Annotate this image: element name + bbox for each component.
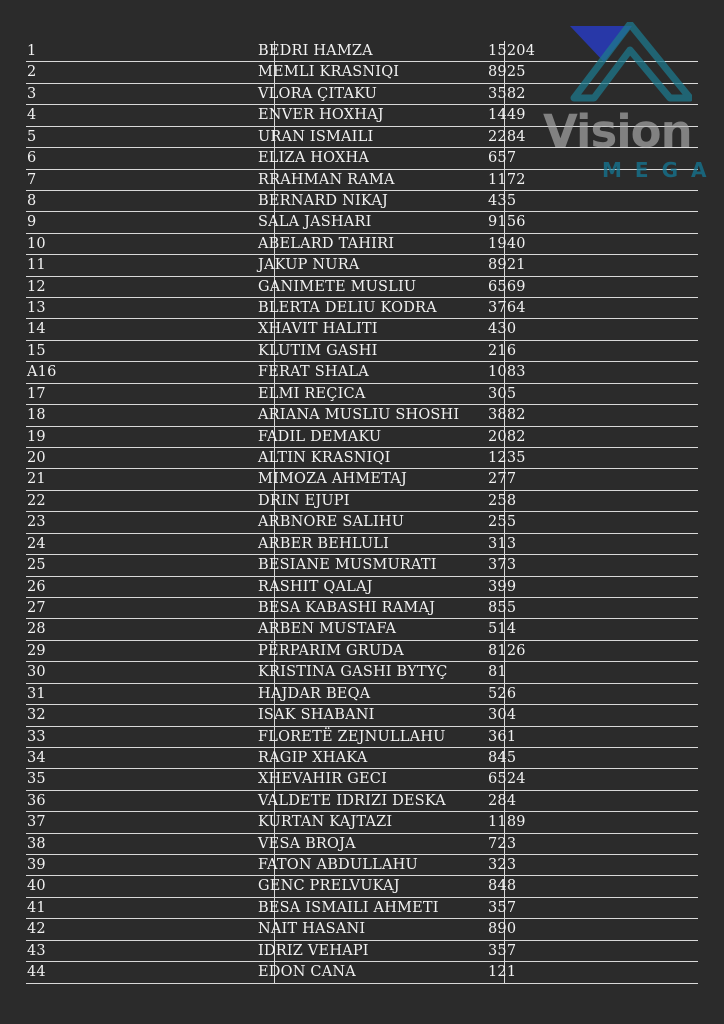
candidate-name: MIMOZA AHMETAJ: [258, 471, 407, 488]
vote-count: 399: [488, 578, 517, 595]
vote-count: 2284: [488, 128, 526, 145]
vote-count: 1235: [488, 450, 526, 467]
table-row: [26, 448, 698, 469]
vote-count: 8925: [488, 64, 526, 81]
row-number: 39: [27, 857, 46, 874]
candidate-name: HAJDAR BEQA: [258, 685, 371, 702]
candidate-name: SALA JASHARI: [258, 214, 372, 231]
row-number: 21: [27, 471, 46, 488]
candidate-name: ELMI REÇICA: [258, 385, 366, 402]
row-number: 13: [27, 300, 46, 317]
table-row: [26, 362, 698, 383]
row-number: 2: [27, 64, 37, 81]
table-row: [26, 855, 698, 876]
table-row: [26, 812, 698, 833]
table-row: [26, 876, 698, 897]
table-row: [26, 191, 698, 212]
table-row: [26, 641, 698, 662]
row-number: 17: [27, 385, 46, 402]
vote-count: 8126: [488, 642, 526, 659]
vote-count: 3582: [488, 85, 526, 102]
row-number: 34: [27, 749, 46, 766]
table-row: [26, 962, 698, 983]
candidate-name: FLORETË ZEJNULLAHU: [258, 728, 446, 745]
row-number: 29: [27, 642, 46, 659]
vote-count: 305: [488, 385, 517, 402]
candidate-name: ARBNORE SALIHU: [258, 514, 405, 531]
vote-count: 357: [488, 942, 517, 959]
vote-count: 435: [488, 192, 517, 209]
candidate-name: FERAT SHALA: [258, 364, 369, 381]
candidate-name: BERNARD NIKAJ: [258, 192, 389, 209]
candidate-name: RRAHMAN RAMA: [258, 171, 395, 188]
candidate-name: KRISTINA GASHI BYTYÇ: [258, 664, 448, 681]
vote-count: 848: [488, 878, 517, 895]
row-number: 3: [27, 85, 37, 102]
row-number: 22: [27, 492, 46, 509]
candidate-name: ABELARD TAHIRI: [258, 235, 395, 252]
row-number: 24: [27, 535, 46, 552]
row-number: 18: [27, 407, 46, 424]
table-row: [26, 727, 698, 748]
results-table: [26, 41, 698, 984]
row-number: 31: [27, 685, 46, 702]
row-number: 30: [27, 664, 46, 681]
table-row: [26, 619, 698, 640]
vote-count: 284: [488, 792, 517, 809]
row-number: 5: [27, 128, 37, 145]
row-number: 14: [27, 321, 46, 338]
row-number: 4: [27, 107, 37, 124]
candidate-name: GENC PRELVUKAJ: [258, 878, 400, 895]
row-number: 43: [27, 942, 46, 959]
logo-wordmark: Vision: [543, 105, 692, 158]
table-row: [26, 534, 698, 555]
table-row: [26, 684, 698, 705]
table-row: [26, 384, 698, 405]
row-number: 19: [27, 428, 46, 445]
candidate-name: JAKUP NURA: [258, 257, 360, 274]
vote-count: 657: [488, 150, 517, 167]
vote-count: 1189: [488, 814, 526, 831]
candidate-name: RAGIP XHAKA: [258, 749, 368, 766]
vote-count: 304: [488, 707, 517, 724]
vote-count: 1940: [488, 235, 526, 252]
vote-count: 361: [488, 728, 517, 745]
row-number: 6: [27, 150, 37, 167]
row-number: 10: [27, 235, 46, 252]
candidate-name: RASHIT QALAJ: [258, 578, 373, 595]
row-number: 42: [27, 921, 46, 938]
vote-count: 1449: [488, 107, 526, 124]
candidate-name: XHEVAHIR GECI: [258, 771, 388, 788]
table-row: [26, 319, 698, 340]
row-number: 32: [27, 707, 46, 724]
row-number: 41: [27, 899, 46, 916]
vote-count: 845: [488, 749, 517, 766]
candidate-name: ENVER HOXHAJ: [258, 107, 384, 124]
table-row: [26, 705, 698, 726]
candidate-name: VLORA ÇITAKU: [258, 85, 378, 102]
row-number: 15: [27, 342, 46, 359]
candidate-name: XHAVIT HALITI: [258, 321, 378, 338]
vote-count: 6569: [488, 278, 526, 295]
candidate-name: IDRIZ VEHAPI: [258, 942, 369, 959]
candidate-name: KLUTIM GASHI: [258, 342, 378, 359]
table-row: [26, 598, 698, 619]
candidate-name: ELIZA HOXHA: [258, 150, 370, 167]
table-row: [26, 555, 698, 576]
table-row: [26, 791, 698, 812]
table-row: [26, 62, 698, 83]
candidate-name: ARIANA MUSLIU SHOSHI: [258, 407, 460, 424]
row-number: 35: [27, 771, 46, 788]
row-number: 38: [27, 835, 46, 852]
vote-count: 514: [488, 621, 517, 638]
vote-count: 526: [488, 685, 517, 702]
candidate-name: GANIMETE MUSLIU: [258, 278, 417, 295]
candidate-name: BLERTA DELIU KODRA: [258, 300, 437, 317]
row-number: A16: [27, 364, 57, 381]
candidate-name: ISAK SHABANI: [258, 707, 375, 724]
row-number: 8: [27, 192, 37, 209]
row-number: 33: [27, 728, 46, 745]
row-number: 7: [27, 171, 37, 188]
vote-count: 2082: [488, 428, 526, 445]
table-row: [26, 127, 698, 148]
table-row: [26, 212, 698, 233]
table-row: [26, 148, 698, 169]
table-row: [26, 898, 698, 919]
vote-count: 3764: [488, 300, 526, 317]
table-row: [26, 919, 698, 940]
row-number: 40: [27, 878, 46, 895]
table-row: [26, 341, 698, 362]
vote-count: 890: [488, 921, 517, 938]
candidate-name: BESA KABASHI RAMAJ: [258, 599, 436, 616]
row-number: 25: [27, 557, 46, 574]
candidate-name: ALTIN KRASNIQI: [258, 450, 391, 467]
vote-count: 8921: [488, 257, 526, 274]
table-row: [26, 941, 698, 962]
candidate-name: KURTAN KAJTAZI: [258, 814, 393, 831]
row-number: 26: [27, 578, 46, 595]
row-number: 36: [27, 792, 46, 809]
row-number: 23: [27, 514, 46, 531]
table-row: [26, 277, 698, 298]
table-row: [26, 41, 698, 62]
vote-count: 1172: [488, 171, 526, 188]
row-number: 44: [27, 964, 46, 981]
vote-count: 81: [488, 664, 507, 681]
vote-count: 3882: [488, 407, 526, 424]
row-number: 11: [27, 257, 46, 274]
row-number: 28: [27, 621, 46, 638]
candidate-name: NAIT HASANI: [258, 921, 366, 938]
candidate-name: BESA ISMAILI AHMETI: [258, 899, 439, 916]
candidate-name: URAN ISMAILI: [258, 128, 374, 145]
candidate-name: FADIL DEMAKU: [258, 428, 382, 445]
vote-count: 255: [488, 514, 517, 531]
vote-count: 9156: [488, 214, 526, 231]
row-number: 12: [27, 278, 46, 295]
vote-count: 373: [488, 557, 517, 574]
table-row: [26, 662, 698, 683]
table-row: [26, 84, 698, 105]
vote-count: 15204: [488, 43, 536, 59]
candidate-name: EDON CANA: [258, 964, 356, 981]
row-number: 1: [27, 43, 37, 59]
table-row: [26, 769, 698, 790]
table-row: [26, 834, 698, 855]
table-row: [26, 577, 698, 598]
vote-count: 1083: [488, 364, 526, 381]
row-number: 27: [27, 599, 46, 616]
candidate-name: DRIN EJUPI: [258, 492, 350, 509]
vote-count: 277: [488, 471, 517, 488]
table-row: [26, 512, 698, 533]
table-row: [26, 491, 698, 512]
candidate-name: BESIANE MUSMURATI: [258, 557, 437, 574]
table-row: [26, 234, 698, 255]
row-number: 9: [27, 214, 37, 231]
table-row: [26, 427, 698, 448]
table-row: [26, 255, 698, 276]
vote-count: 258: [488, 492, 517, 509]
table-row: [26, 170, 698, 191]
candidate-name: BEDRI HAMZA: [258, 43, 373, 59]
vote-count: 430: [488, 321, 517, 338]
vote-count: 216: [488, 342, 517, 359]
vote-count: 313: [488, 535, 517, 552]
row-number: 37: [27, 814, 46, 831]
row-number: 20: [27, 450, 46, 467]
vote-count: 323: [488, 857, 517, 874]
vote-count: 6524: [488, 771, 526, 788]
vote-count: 357: [488, 899, 517, 916]
table-row: [26, 105, 698, 126]
candidate-name: ARBER BEHLULI: [258, 535, 390, 552]
logo-subtitle: MEGA: [602, 158, 720, 182]
candidate-name: FATON ABDULLAHU: [258, 857, 418, 874]
table-row: [26, 469, 698, 490]
candidate-name: MEMLI KRASNIQI: [258, 64, 400, 81]
candidate-name: ARBEN MUSTAFA: [258, 621, 397, 638]
vote-count: 855: [488, 599, 517, 616]
candidate-name: VALDETE IDRIZI DESKA: [258, 792, 446, 809]
table-row: [26, 405, 698, 426]
candidate-name: VESA BROJA: [258, 835, 356, 852]
vote-count: 723: [488, 835, 517, 852]
table-row: [26, 748, 698, 769]
table-row: [26, 298, 698, 319]
vote-count: 121: [488, 964, 517, 981]
candidate-name: PËRPARIM GRUDA: [258, 642, 404, 659]
